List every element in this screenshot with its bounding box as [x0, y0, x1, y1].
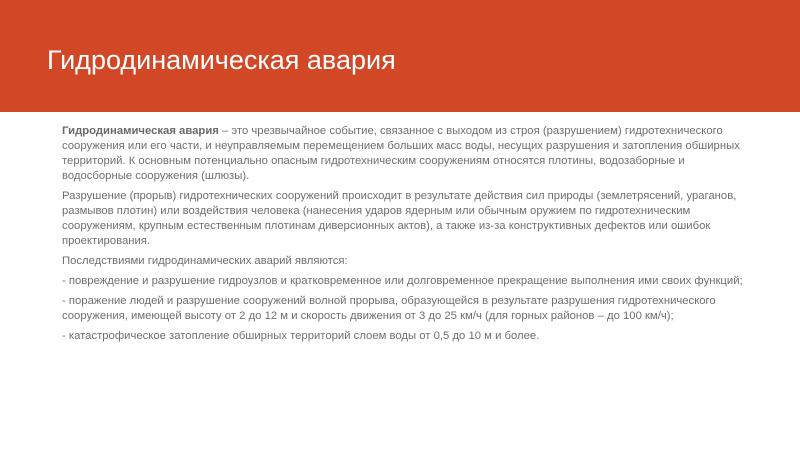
consequence-item: - поражение людей и разрушение сооружений волной прорыва, образующейся в результате разрушения гидротехнического сооружения, имеющей высоту от 2 до 12 м и скорость движения от 3 до 25 км/ч (для горных районов – до 100 км/ч);	[62, 295, 716, 322]
destruction-paragraph: Разрушение (прорыв) гидротехнических сооружений происходит в результате действия сил природы (землетрясений, ураганов, размывов плотин) или воздействия человека (нанесения ударов ядерным или обычным оружием по гидротехническим сооружениям, крупным естественным плотинам диверсионных актов), а также из-за конструктивных дефектов или ошибок проектирования.	[62, 190, 737, 247]
slide-title: Гидродинамическая авария	[47, 45, 396, 75]
definition-text: – это чрезвычайное событие, связанное с выходом из строя (разрушением) гидротехнического сооружения или его части, и неуправляемым перемещением больших масс воды, несущих разрушения и затопления обширных территорий. К основным потенциально опасным гидротехническим сооружениям относятся плотины, водозаборные и водосборные сооружения (шлюзы).	[62, 125, 740, 182]
consequence-item: - повреждение и разрушение гидроузлов и кратковременное или долговременное прекращение выполнения ими своих функций;	[62, 275, 743, 287]
consequence-item: - катастрофическое затопление обширных территорий слоем воды от 0,5 до 10 м и более.	[62, 330, 540, 342]
consequences-heading: Последствиями гидродинамических аварий являются:	[62, 255, 348, 267]
slide-body	[62, 124, 752, 349]
title-bar	[0, 0, 800, 112]
definition-paragraph	[62, 124, 752, 184]
definition-term: Гидродинамическая авария	[62, 125, 219, 137]
